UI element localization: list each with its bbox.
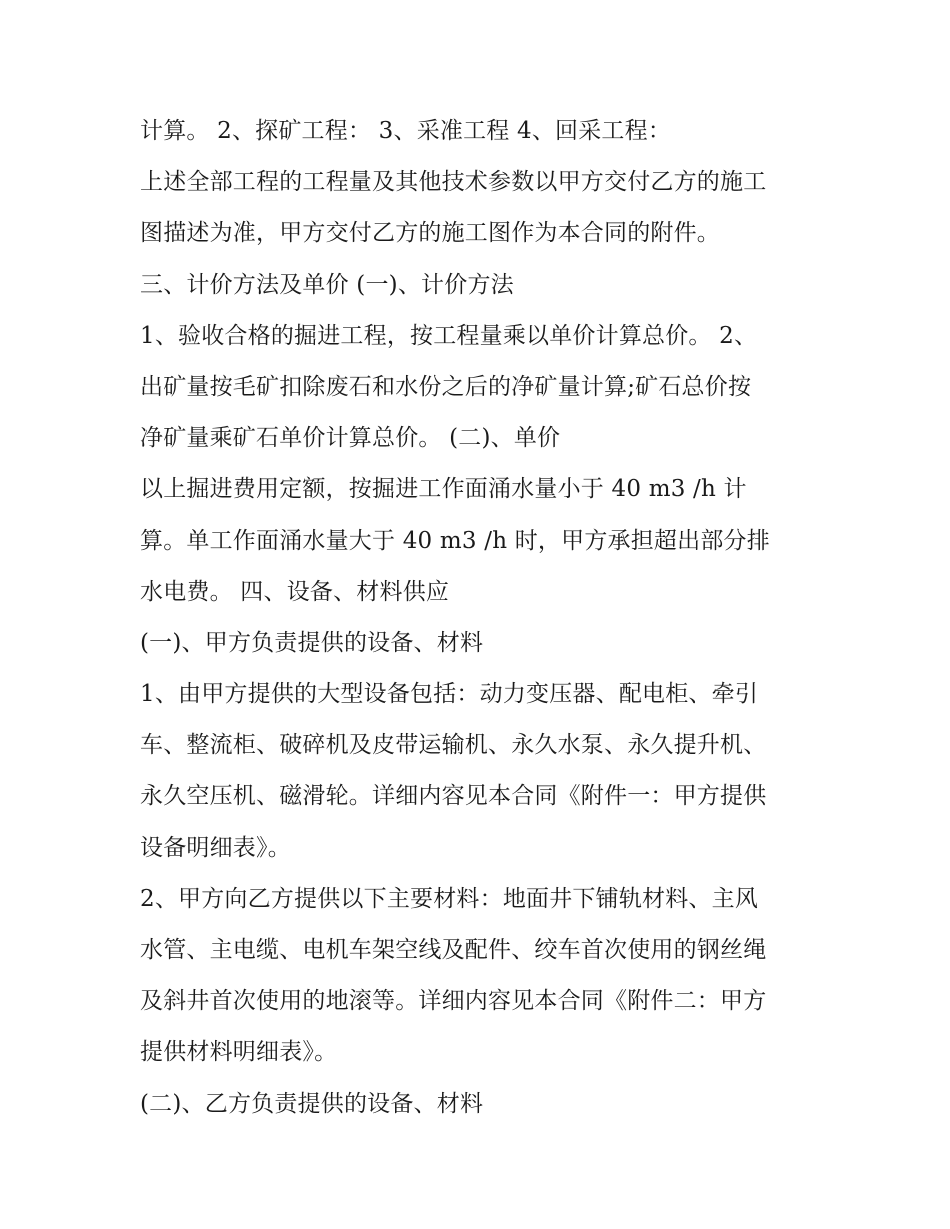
text-line: 计算。 2、探矿工程： 3、采准工程 4、回采工程： — [140, 118, 672, 144]
text-line: 以上掘进费用定额，按掘进工作面涌水量小于 40 m3 /h 计 — [140, 476, 747, 503]
text-line: 提供材料明细表》。 — [140, 1039, 338, 1066]
text-line: 净矿量乘矿石单价计算总价。 (二)、单价 — [140, 425, 561, 452]
text-line: 水电费。 四、设备、材料供应 — [140, 578, 450, 605]
text-line: 永久空压机、磁滑轮。详细内容见本合同《附件一：甲方提供 — [140, 783, 767, 810]
text-line: 及斜井首次使用的地滚等。详细内容见本合同《附件二：甲方 — [140, 988, 767, 1015]
text-line: 算。单工作面涌水量大于 40 m3 /h 时，甲方承担超出部分排 — [140, 527, 770, 554]
text-line: 2、甲方向乙方提供以下主要材料：地面井下铺轨材料、主风 — [140, 885, 759, 912]
text-line: 设备明细表》。 — [140, 834, 291, 861]
text-line: 1、验收合格的掘进工程，按工程量乘以单价计算总价。 2、 — [140, 322, 758, 349]
section-heading: 三、计价方法及单价 (一)、计价方法 — [140, 271, 514, 298]
subsection-heading: (二)、乙方负责提供的设备、材料 — [140, 1090, 484, 1117]
text-line: 上述全部工程的工程量及其他技术参数以甲方交付乙方的施工 — [140, 169, 767, 196]
text-line: 图描述为准，甲方交付乙方的施工图作为本合同的附件。 — [140, 220, 720, 247]
text-line: 1、由甲方提供的大型设备包括：动力变压器、配电柜、牵引 — [140, 681, 759, 708]
subsection-heading: (一)、甲方负责提供的设备、材料 — [140, 629, 484, 656]
text-line: 车、整流柜、破碎机及皮带运输机、永久水泵、永久提升机、 — [140, 732, 767, 759]
text-line: 水管、主电缆、电机车架空线及配件、绞车首次使用的钢丝绳 — [140, 937, 767, 963]
document-body — [140, 106, 820, 1130]
text-line: 出矿量按毛矿扣除废石和水份之后的净矿量计算;矿石总价按 — [140, 373, 752, 400]
